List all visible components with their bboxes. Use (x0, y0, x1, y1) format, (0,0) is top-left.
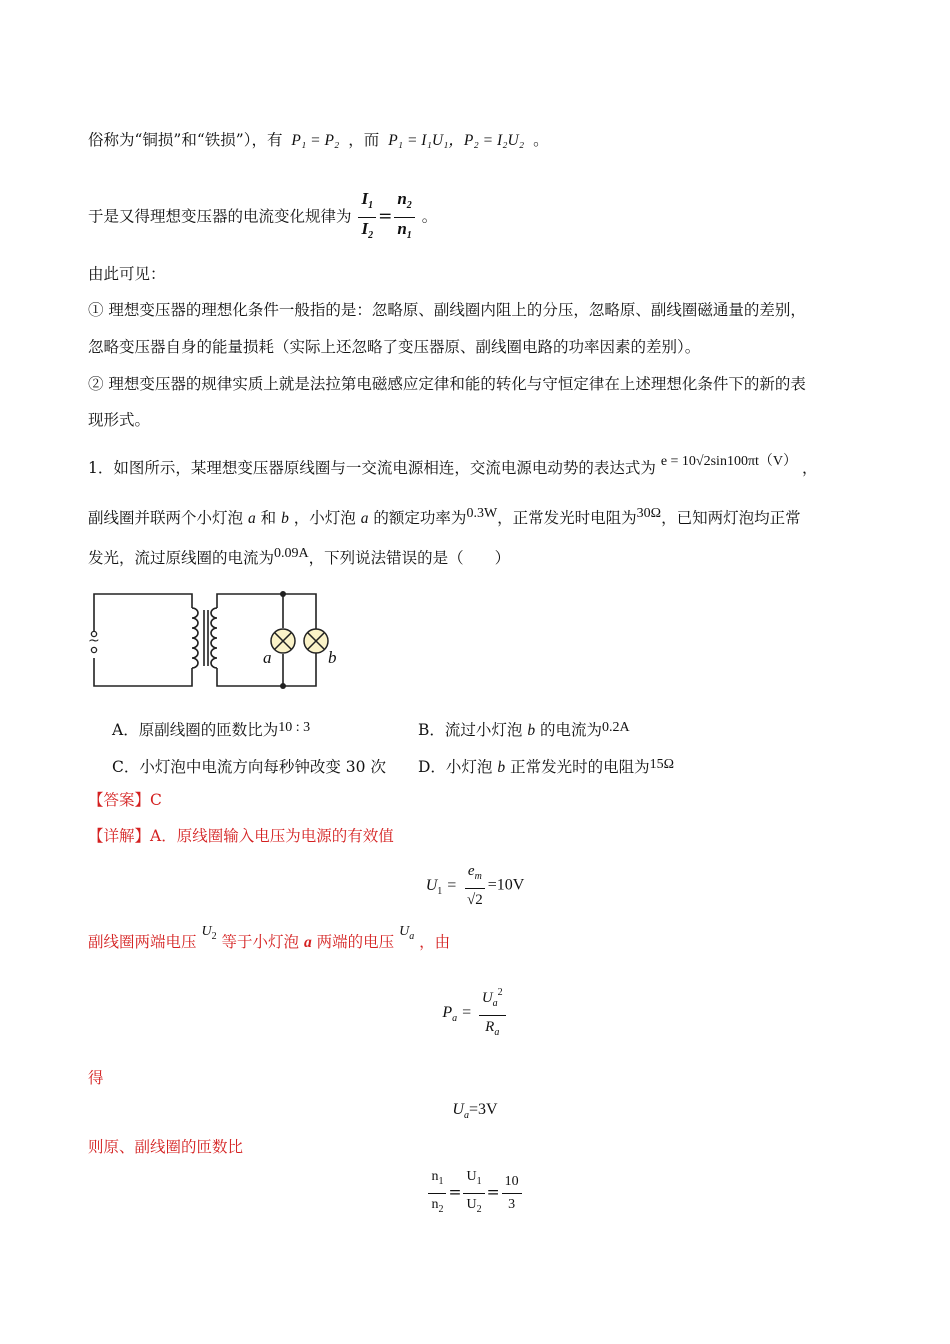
detail-line-2: 副线圈两端电压 $U_2$ 等于小灯泡 a 两端的电压 $U_a$ ，由 (88, 924, 451, 951)
fraction-den: $I_2$ (361, 219, 374, 241)
q2-c: ，小灯泡 (293, 509, 356, 527)
power-equal-eq: P₁ = P₂ (291, 132, 340, 149)
bulb-b-label: b (328, 648, 337, 667)
fraction-num: $I_1$ (358, 188, 376, 218)
line2-prefix: 于是又得理想变压器的电流变化规律为 (88, 207, 352, 226)
ratio-num: 10 (502, 1171, 522, 1194)
line2-a: 副线圈两端电压 (88, 933, 197, 951)
option-d-value: 15Ω (649, 757, 674, 772)
line2-end: 。 (421, 207, 438, 226)
equation-ratio: $\frac{n_1}{n_2}$ = $\frac{U_1}{U_2}$ = $\frac{10}{3}$ (0, 1166, 950, 1221)
q2-e: ，正常发光时电阻为 (497, 509, 637, 527)
option-b-value: 0.2A (602, 720, 630, 735)
line2-b: 等于小灯泡 (221, 933, 300, 951)
question-line-2 (88, 508, 801, 530)
u-ratio: $\frac{U_1}{U_2}$ (463, 1166, 484, 1221)
eq3-rhs: =3V (468, 1101, 498, 1118)
option-c[interactable] (112, 755, 386, 777)
bulb-b-ref: b (281, 510, 289, 527)
line2-d: ，由 (419, 933, 451, 951)
option-a-value: 10 : 3 (278, 720, 311, 735)
eq1-lhs: U (425, 876, 438, 894)
option-c-text: C．小灯泡中电流方向每秒钟改变 30 次 (112, 758, 386, 776)
option-a[interactable] (112, 718, 310, 740)
q2-a: 副线圈并联两个小灯泡 (88, 509, 244, 527)
detail-text: A．原线圈输入电压为电源的有效值 (150, 827, 394, 845)
eq1-rhs: =10V (487, 876, 525, 894)
option-d[interactable] (418, 755, 674, 777)
bulb-a-ref: a (303, 934, 312, 951)
bulb-a-ref: a (360, 510, 369, 527)
question-line1-end: ， (801, 459, 818, 477)
equation-ua: $U_a=3V$ (452, 1101, 498, 1121)
n-ratio: $\frac{n_1}{n_2}$ (428, 1166, 446, 1221)
option-d-mid: 正常发光时的电阻为 (510, 758, 650, 776)
em-over-root2: $\frac{e_m}{√2}$ (464, 860, 486, 911)
de-line: 得 (88, 1069, 104, 1087)
bulb-b-icon (295, 629, 328, 653)
text-line-7: 现形式。 (88, 411, 151, 429)
q2-f: ，已知两灯泡均正常 (661, 509, 801, 527)
emf-expression: e = 10√2sin100πt（V） (660, 454, 798, 469)
q3-a: 发光，流过原线圈的电流为 (88, 549, 275, 567)
ac-source-symbol: ~ (88, 633, 100, 649)
question-line-1 (88, 454, 818, 480)
line1-mid: ，而 (348, 131, 380, 149)
answer-line: 【答案】C (88, 791, 162, 809)
option-b[interactable] (418, 718, 630, 740)
bulb-a-label: a (263, 648, 272, 667)
power-def-eq: P₁ = I₁U₁，P₂ = I₂U₂ (388, 132, 525, 149)
q3-b: ，下列说法错误的是（ ） (308, 549, 511, 567)
text-line-6: ② 理想变压器的规律实质上就是法拉第电磁感应定律和能的转化与守恒定律在上述理想化条件下的新的表 (88, 375, 806, 393)
detail-line (88, 826, 394, 846)
text-line-3: 由此可见： (88, 265, 166, 283)
bulb-b-ref: b (527, 722, 536, 739)
current-ratio-fraction (358, 188, 376, 247)
text-line-1 (88, 130, 549, 151)
equation-pa: $P_a$ = $\frac{U_a^2}{R_a}$ (0, 982, 950, 1044)
q2-b: 和 (260, 509, 277, 527)
text-line-4: ① 理想变压器的理想化条件一般指的是：忽略原、副线圈内阻上的分压，忽略原、副线圈磁通量的差别， (88, 301, 806, 319)
option-a-text: A．原副线圈的匝数比为 (112, 721, 279, 739)
ratio-value (502, 1171, 522, 1216)
equation-u1: $U_1$ = $\frac{e_m}{√2}$ =10V (0, 860, 950, 911)
text-line-2: 于是又得理想变压器的电流变化规律为 $\frac{I_1}{I_2}$ = $\frac{n_2}{n_1}$ 。 (88, 188, 437, 247)
question-line-3 (88, 548, 510, 570)
option-d-text: D．小灯泡 (418, 758, 493, 776)
fraction-den: $n_1$ (397, 219, 412, 241)
transformer-circuit-diagram (84, 588, 337, 692)
option-b-mid: 的电流为 (540, 721, 603, 739)
rated-power: 0.3W (466, 506, 498, 521)
line2-c: 两端的电压 (316, 933, 395, 951)
bulb-a-icon (271, 629, 295, 653)
question-prefix: 1．如图所示，某理想变压器原线圈与一交流电源相连，交流电源电动势的表达式为 (88, 459, 656, 477)
detail-label: 【详解】 (88, 827, 151, 845)
bulb-b-ref: b (497, 759, 506, 776)
ua2-over-ra: $\frac{U_a^2}{R_a}$ (479, 982, 506, 1044)
bulb-a-ref: a (247, 510, 256, 527)
option-b-text: B．流过小灯泡 (418, 721, 523, 739)
resistance-value: 30Ω (636, 506, 662, 521)
text-line-5: 忽略变压器自身的能量损耗（实际上还忽略了变压器原、副线圈电路的功率因素的差别）。 (88, 338, 701, 356)
ratio-line: 则原、副线圈的匝数比 (88, 1138, 244, 1156)
primary-current: 0.09A (274, 546, 309, 561)
fraction-num: $n_2$ (394, 188, 414, 218)
turns-ratio-fraction (394, 188, 414, 247)
line1-prefix: 俗称为“铜损”和“铁损”），有 (88, 131, 283, 149)
q2-d: 的额定功率为 (373, 509, 467, 527)
line1-end: 。 (533, 131, 549, 149)
ratio-den: 3 (508, 1197, 516, 1212)
